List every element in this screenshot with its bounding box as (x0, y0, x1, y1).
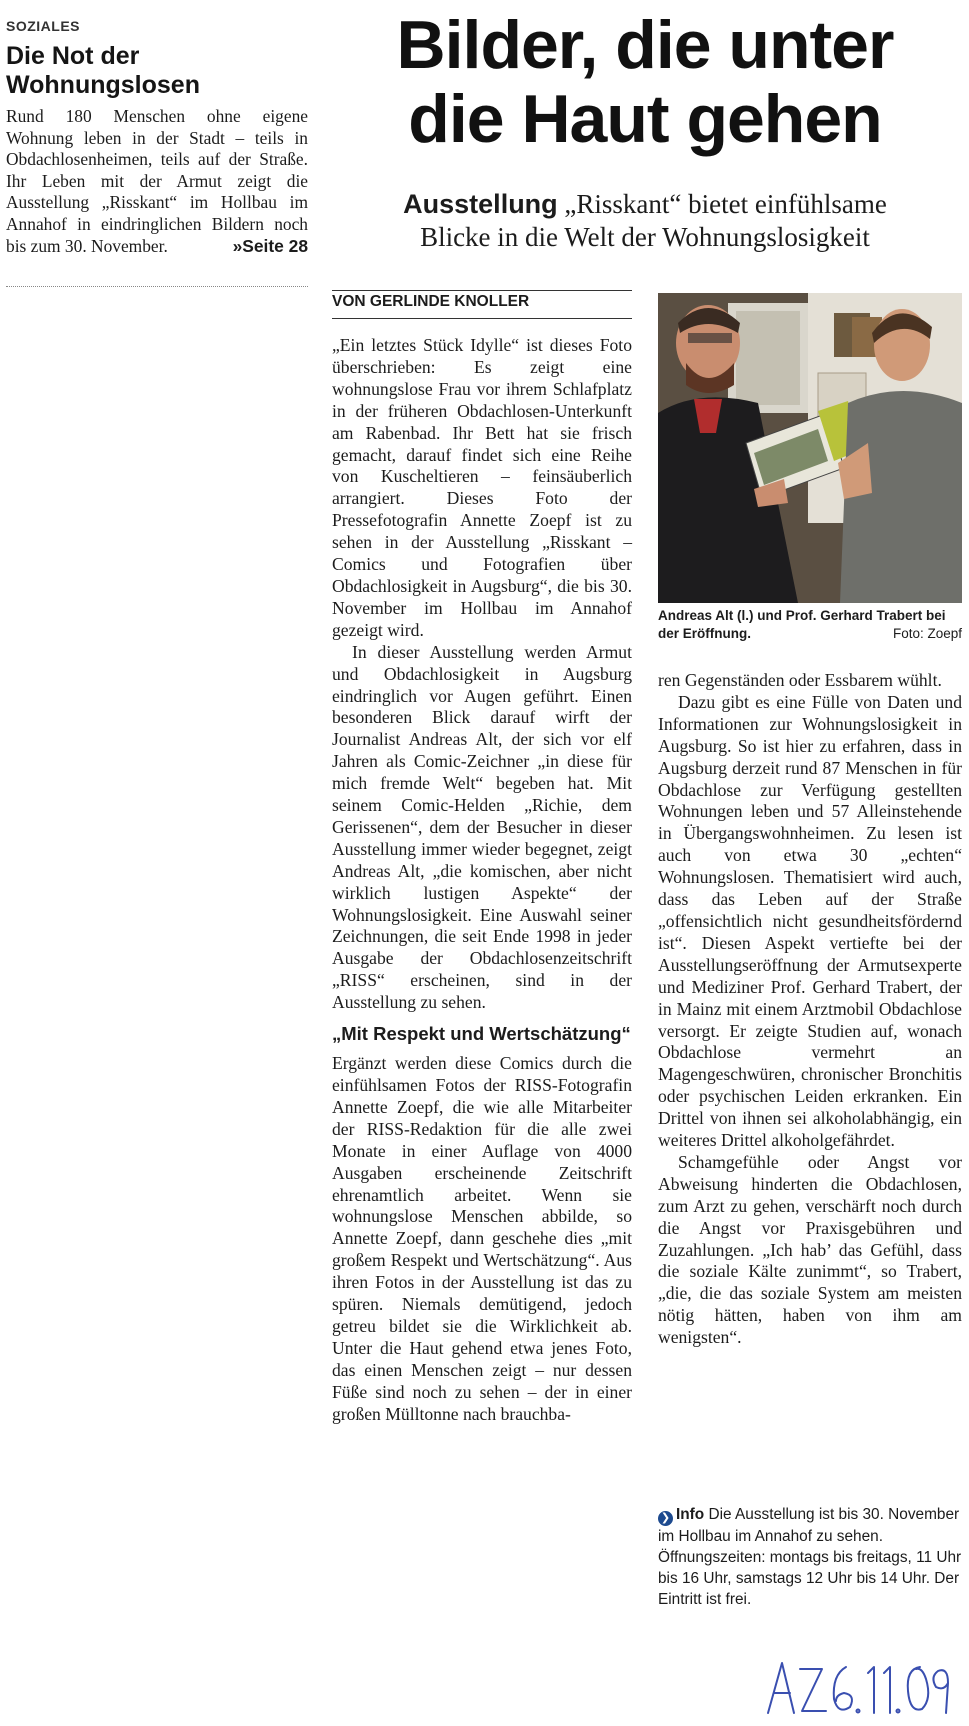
teaser-kicker: SOZIALES (6, 18, 81, 34)
article-column-1 (332, 335, 632, 1426)
paragraph: Ergänzt werden diese Comics durch die einfühlsamen Fotos der RISS-Fotografin Annette Zoepf, die wie alle Mitarbeiter der RISS-Redaktion für die alle zwei Monate in einer Auflage von 4000 Ausgaben erscheinende Zeitschrift ehrenamtlich arbeitet. Wenn sie wohnungslose Menschen abbilde, so Annette Zoepf, dann geschehe dies „mit großem Respekt und Wertschätzung“. Aus ihren Fotos in der Ausstellung ist das zu spüren. Niemals demütigend, jedoch getreu bildet sie die Wirklichkeit ab. Unter die Haut gehend etwa jenes Foto, das einen Menschen zeigt – nur dessen Füße sind noch zu sehen – der in einer großen Mülltonne nach brauchba- (332, 1053, 632, 1424)
teaser-page-reference: »Seite 28 (232, 235, 308, 256)
byline-rule-bottom (332, 318, 632, 319)
paragraph: ren Gegenständen oder Essbarem wühlt. (658, 670, 942, 690)
subhead-bold: Ausstellung (403, 189, 558, 219)
info-box (658, 1504, 962, 1610)
article-column-2 (658, 670, 962, 1349)
teaser-text-body: Rund 180 Menschen ohne eigene Wohnung leben in der Stadt – teils in Obdachlosenheimen, teils auf der Straße. Ihr Leben mit der Armut zeigt die Ausstellung „Risskant“ im Hollbau im Annahof in eindringlichen Bildern noch bis zum 30. November. (6, 106, 308, 256)
subhead-line2: Blicke in die Welt der Wohnungslosigkeit (420, 222, 870, 252)
info-text: Die Ausstellung ist bis 30. November im Hollbau im Annahof zu sehen. Öffnungszeiten: montags bis freitags, 11 Uhr bis 16 Uhr, samstags 12 Uhr bis 14 Uhr. Der Eintritt ist frei. (658, 1506, 962, 1608)
article-photo (658, 293, 962, 603)
handwritten-date-note (760, 1655, 960, 1719)
byline-rule-top (332, 290, 632, 291)
teaser-divider (6, 286, 308, 287)
headline-line2: die Haut gehen (408, 81, 882, 157)
teaser-title-line1: Die Not der (6, 42, 140, 70)
paragraph: In dieser Ausstellung werden Armut und Obdachlosigkeit in Augsburg eindringlich vor Augen geführt. Einen besonderen Blick darauf wirft der Journalist Andreas Alt, der sich vor elf Jahren als Comic-Zeichner „in diese für mich fremde Welt“ begeben hat. Mit seinem Comic-Helden „Richie, dem Gerissenen“, dem der Besucher in dieser Ausstellung immer wieder begegnet, zeigt Andreas Alt, „die komischen, aber nicht wirklich lustigen Aspekte“ der Wohnungslosigkeit. Eine Auswahl seiner Zeichnungen, die seit Ende 1998 in jeder Ausgabe der Obdachlosenzeitschrift „RISS“ erscheinen, sind in der Ausstellung zu sehen. (332, 641, 632, 1013)
section-subheading: „Mit Respekt und Wertschätzung“ (332, 1023, 631, 1045)
paragraph: Dazu gibt es eine Fülle von Daten und Informationen zur Wohnungslosigkeit in Augsburg. So ist hier zu erfahren, dass in Augsburg derzeit rund 87 Menschen in für Obdachlose zur Verfügung gestellten Wohnungen leben und 57 Alleinstehende in Übergangswohnheimen. Zu lesen ist auch von etwa 30 „echten“ Wohnungslosen. Thematisiert wird auch, dass das Leben auf der Straße „offensichtlich nicht gesundheitsfördernd ist“. Diesen Aspekt vertiefte bei der Ausstellungseröffnung der Armutsexperte und Mediziner Prof. Gerhard Trabert, der in Mainz mit einem Arztmobil Obdachlose versorgt. Er zeigte Studien auf, wonach Obdachlose vermehrt an Magengeschwüren, chronischer Bronchitis oder psychischen Leiden erkranken. Ein Drittel von ihnen sei alkoholabhängig, ein weiteres Drittel alkoholgefährdet. (658, 691, 962, 1151)
byline: VON GERLINDE KNOLLER (332, 293, 530, 310)
caption-text: Andreas Alt (l.) und Prof. Gerhard Trabert bei der Eröffnung. (658, 608, 946, 641)
photo-caption (658, 607, 962, 643)
article-subheadline (340, 188, 950, 254)
teaser-title (6, 42, 308, 100)
teaser-box (6, 18, 308, 257)
photo-credit: Foto: Zoepf (892, 626, 962, 641)
photo-illustration (658, 293, 962, 603)
subhead-line1 (340, 188, 950, 221)
teaser-text (6, 106, 308, 257)
info-label: Info (676, 1506, 705, 1523)
paragraph: „Ein letztes Stück Idylle“ ist dieses Foto überschrieben: Es zeigt eine wohnungslose Frau vor ihrem Schlafplatz in der früheren Obdachlosen-Unterkunft am Rabenbad. Ihr Bett hat sie frisch gemacht, darauf findet sich eine Reihe von Kuscheltieren – feinsäuberlich arrangiert. Dieses Foto der Pressefotografin Annette Zoepf ist zu sehen in der Ausstellung „Risskant – Comics und Fotografien über Obdachlosigkeit in Augsburg“, die bis 30. November im Hollbau im Annahof gezeigt wird. (332, 335, 632, 640)
article-headline (340, 8, 950, 156)
subhead-rest: „Risskant“ bietet einfühlsame (557, 189, 887, 219)
paragraph: Schamgefühle oder Angst vor Abweisung hinderten die Obdachlosen, zum Arzt zu gehen, verschärft noch durch die Angst vor Praxisgebühren und Zuzahlungen. „Ich hab’ das Gefühl, dass die soziale Kälte zunimmt“, so Trabert, „die, die das soziale System am meisten nötig hätten, haben von ihm am wenigsten“. (658, 1151, 962, 1348)
headline-line1: Bilder, die unter (396, 7, 894, 83)
teaser-title-line2: Wohnungslosen (6, 71, 200, 99)
chevron-right-icon: ❯ (658, 1511, 673, 1526)
